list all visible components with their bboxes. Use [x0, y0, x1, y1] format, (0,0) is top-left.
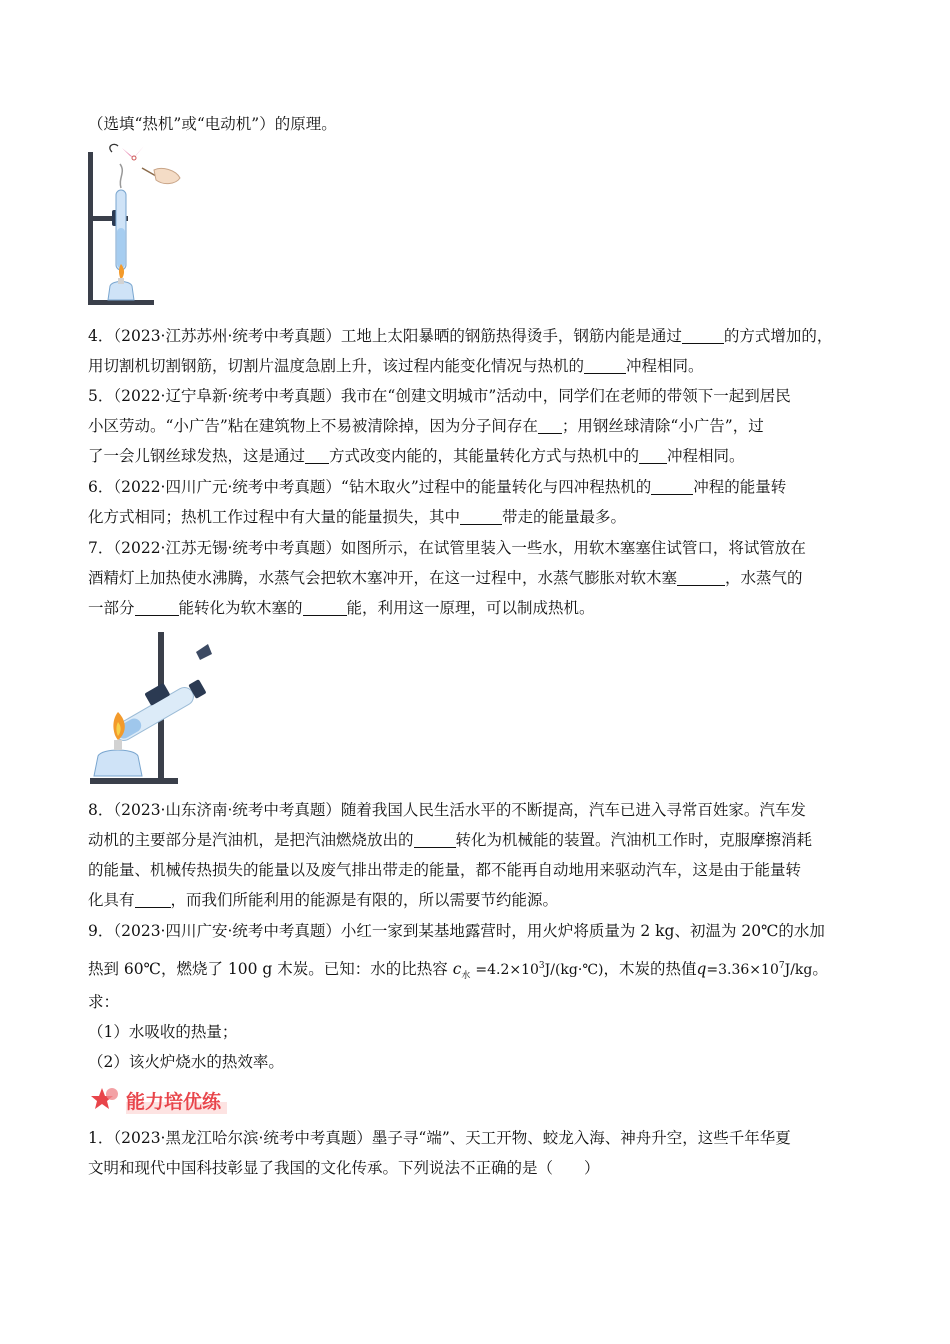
- section-title: 能力培优练: [126, 1087, 227, 1114]
- q7-blank-3[interactable]: [303, 599, 347, 616]
- q6-line1: 6．（2022·四川广元·统考中考真题）“钻木取火”过程中的能量转化与四冲程热机的 冲程的能量转: [88, 478, 787, 496]
- q5-line2: 小区劳动。“小广告”粘在建筑物上不易被清除掉，因为分子间存在 ；用钢丝球清除“小广告”，过: [88, 417, 764, 435]
- q8-line4: 化具有 ，而我们所能利用的能源是有限的，所以需要节约能源。: [88, 891, 559, 909]
- q6-line2: 化方式相同；热机工作过程中有大量的能量损失，其中 带走的能量最多。: [88, 508, 627, 526]
- q7-line1: 7．（2022·江苏无锡·统考中考真题）如图所示，在试管里装入一些水，用软木塞塞住试管口，将试管放在: [88, 539, 806, 557]
- q5-blank-1[interactable]: [538, 417, 562, 434]
- q5-line1: 5．（2022·辽宁阜新·统考中考真题）我市在“创建文明城市”活动中，同学们在老师的带领下一起到居民: [88, 387, 791, 405]
- pinwheel-experiment-figure: [84, 140, 194, 310]
- q4-blank-2[interactable]: [584, 357, 626, 374]
- q8-blank-1[interactable]: [414, 831, 456, 848]
- q8-line2: 动机的主要部分是汽油机，是把汽油燃烧放出的 转化为机械能的装置。汽油机工作时，克服摩擦消耗: [88, 831, 813, 849]
- p1-line1: 1．（2023·黑龙江哈尔滨·统考中考真题）墨子寻“端”、天工开物、蛟龙入海、神舟升空，这些千年华夏: [88, 1129, 791, 1147]
- p1-line2: 文明和现代中国科技彰显了我国的文化传承。下列说法不正确的是（ ）: [88, 1159, 600, 1177]
- q5-blank-2[interactable]: [305, 447, 329, 464]
- q4-line2: 用切割机切割钢筋，切割片温度急剧上升，该过程内能变化情况与热机的 冲程相同。: [88, 357, 704, 375]
- q9-line1: 9．（2023·四川广安·统考中考真题）小红一家到某基地露营时，用火炉将质量为 2 kg、初温为 20℃的水加: [88, 922, 825, 940]
- q7-blank-2[interactable]: [135, 599, 179, 616]
- star-badge-icon: [90, 1086, 120, 1114]
- q7-line3: 一部分 能转化为软木塞的 能，利用这一原理，可以制成热机。: [88, 599, 595, 617]
- q5-line3: 了一会儿钢丝球发热，这是通过 方式改变内能的，其能量转化方式与热机中的 冲程相同。: [88, 447, 745, 465]
- q8-line1: 8．（2023·山东济南·统考中考真题）随着我国人民生活水平的不断提高，汽车已进入寻常百姓家。汽车发: [88, 801, 806, 819]
- q8-line3: 的能量、机械传热损失的能量以及废气排出带走的能量，都不能再自动地用来驱动汽车，这是由于能量转: [88, 861, 802, 879]
- specific-heat-formula: $c_水$: [452, 960, 471, 982]
- q9-ask: 求：: [88, 993, 120, 1011]
- q4-line1: 4．（2023·江苏苏州·统考中考真题）工地上太阳暴晒的钢筋热得烫手，钢筋内能是通过 的方式增加的，: [88, 327, 833, 345]
- q9-sub1: （1）水吸收的热量；: [88, 1023, 238, 1041]
- q9-sub2: （2）该火炉烧水的热效率。: [88, 1053, 284, 1071]
- cork-test-tube-figure: [86, 628, 226, 788]
- q8-blank-2[interactable]: [135, 891, 171, 908]
- section-header: [90, 1085, 227, 1115]
- q5-blank-3[interactable]: [639, 447, 667, 464]
- q4-blank-1[interactable]: [682, 327, 724, 344]
- q6-blank-2[interactable]: [460, 508, 502, 525]
- q7-blank-1[interactable]: [677, 569, 725, 586]
- q3-tail: （选填“热机”或“电动机”）的原理。: [88, 115, 337, 133]
- q7-line2: 酒精灯上加热使水沸腾，水蒸气会把软木塞冲开，在这一过程中，水蒸气膨胀对软木塞 ，水蒸气的: [88, 569, 803, 587]
- q6-blank-1[interactable]: [651, 478, 693, 495]
- q9-line2: 热到 60℃，燃烧了 100 g 木炭。已知：水的比热容 $c_水$ $=4.2\times 10^3J/(kg\cdot℃)$，木炭的热值$q=3.36\times 10^7J/kg$。: [88, 960, 828, 982]
